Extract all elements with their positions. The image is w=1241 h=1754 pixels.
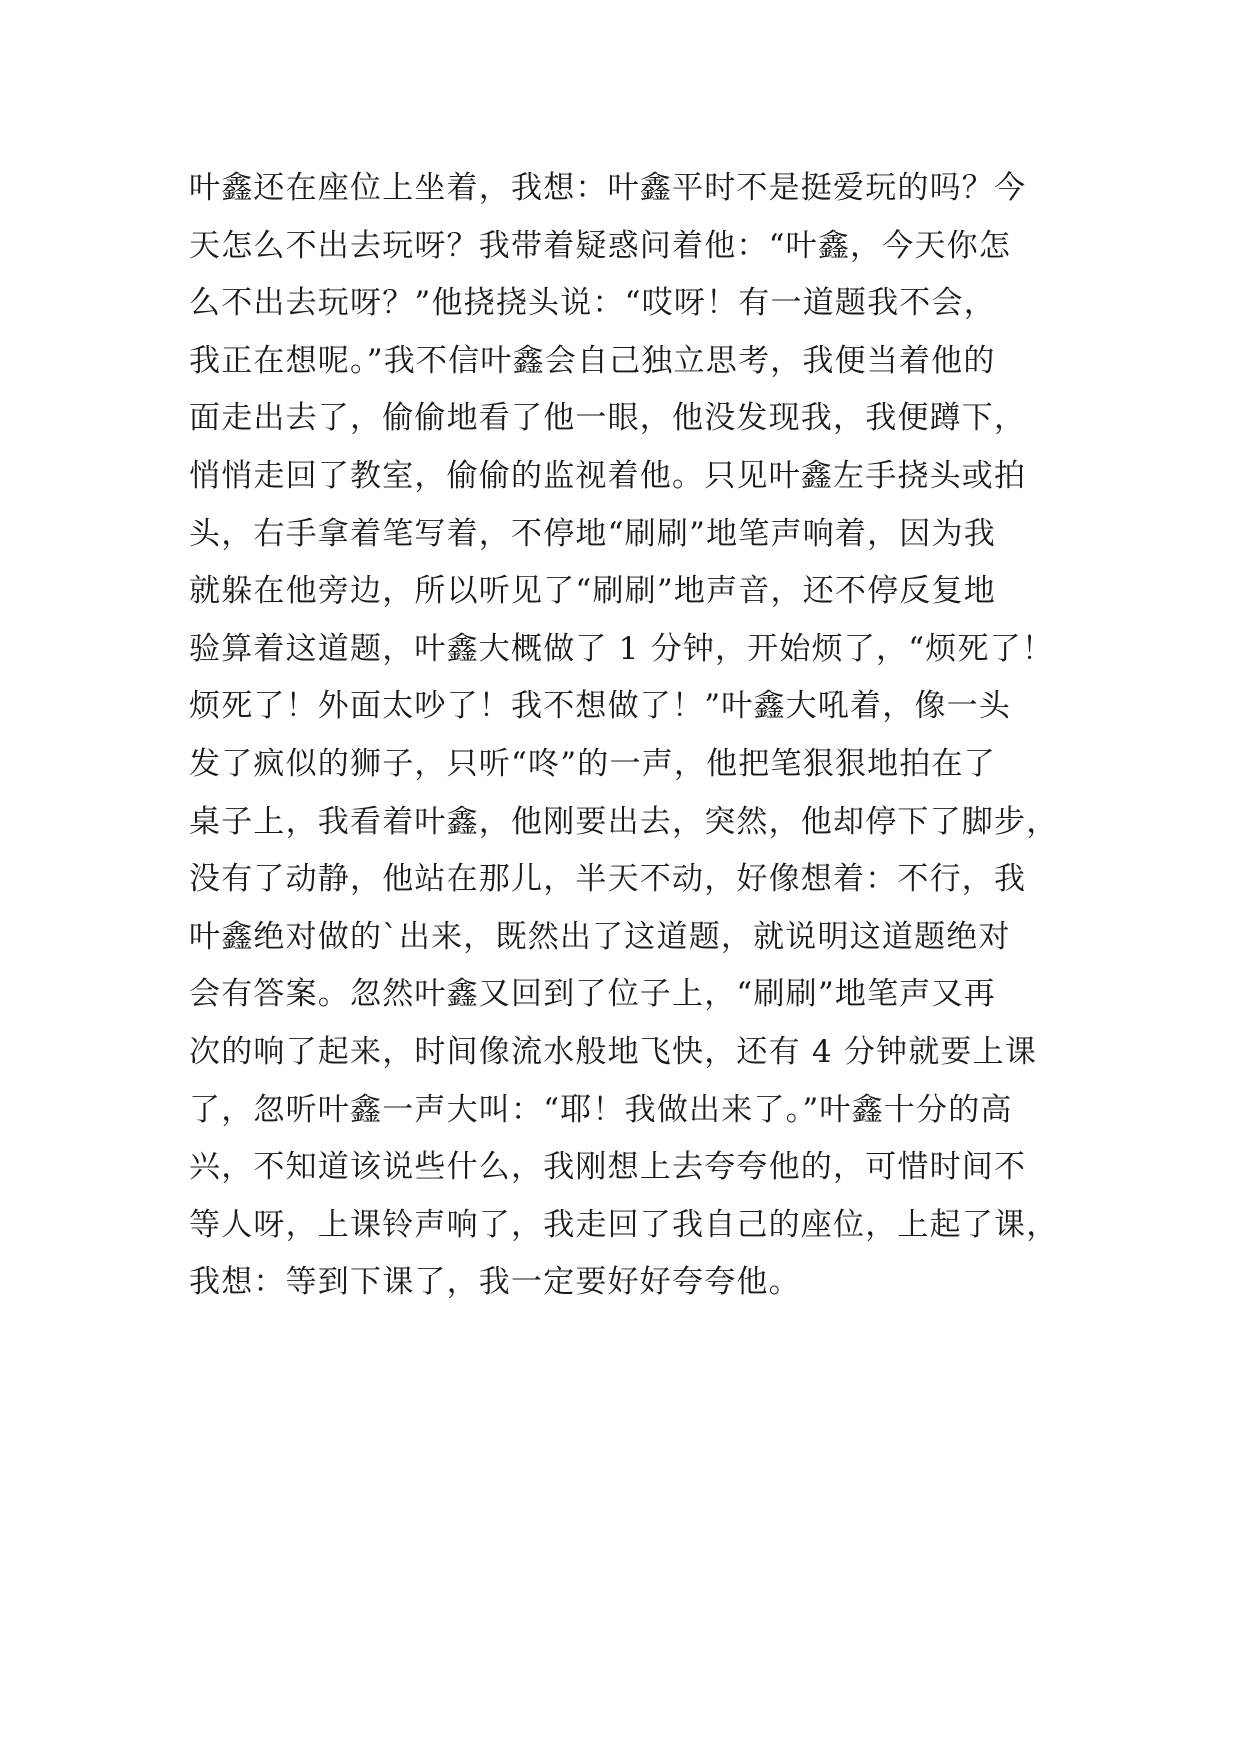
text-line: 次的响了起来，时间像流水般地飞快，还有 4 分钟就要上课	[189, 1033, 1038, 1070]
text-line: 叶鑫还在座位上坐着，我想：叶鑫平时不是挺爱玩的吗？今	[189, 170, 1027, 206]
body-paragraph	[189, 160, 1069, 1312]
text-line: 我正在想呢。”我不信叶鑫会自己独立思考，我便当着他的	[189, 342, 996, 379]
text-line: 等人呀，上课铃声响了，我走回了我自己的座位，上起了课，	[189, 1206, 1059, 1243]
text-line: 天怎么不出去玩呀？我带着疑惑问着他：“叶鑫，今天你怎	[189, 227, 1012, 264]
text-line: 叶鑫绝对做的`出来，既然出了这道题，就说明这道题绝对	[189, 918, 1011, 955]
text-line: 么不出去玩呀？”他挠挠头说：“哎呀！有一道题我不会，	[189, 285, 996, 322]
text-line: 发了疯似的狮子，只听“咚”的一声，他把笔狠狠地拍在了	[189, 745, 996, 782]
text-line: 兴，不知道该说些什么，我刚想上去夸夸他的，可惜时间不	[189, 1149, 1027, 1186]
text-line: 悄悄走回了教室，偷偷的监视着他。只见叶鑫左手挠头或拍	[189, 457, 1027, 494]
text-line: 会有答案。忽然叶鑫又回到了位子上，“刷刷”地笔声又再	[189, 976, 996, 1013]
text-line: 没有了动静，他站在那儿，半天不动，好像想着：不行，我	[189, 861, 1027, 898]
text-line: 桌子上，我看着叶鑫，他刚要出去，突然，他却停下了脚步，	[189, 803, 1059, 840]
text-line: 烦死了！外面太吵了！我不想做了！”叶鑫大吼着，像一头	[189, 688, 1012, 725]
text-line: 验算着这道题，叶鑫大概做了 1 分钟，开始烦了，“烦死了！	[189, 630, 1055, 667]
text-line: 我想：等到下课了，我一定要好好夸夸他。	[189, 1264, 801, 1301]
text-line: 就躲在他旁边，所以听见了“刷刷”地声音，还不停反复地	[189, 573, 996, 610]
text-line: 了，忽听叶鑫一声大叫：“耶！我做出来了。”叶鑫十分的高	[189, 1091, 1013, 1128]
text-line: 头，右手拿着笔写着，不停地“刷刷”地笔声响着，因为我	[189, 515, 996, 552]
text-line: 面走出去了，偷偷地看了他一眼，他没发现我，我便蹲下，	[189, 400, 1027, 437]
